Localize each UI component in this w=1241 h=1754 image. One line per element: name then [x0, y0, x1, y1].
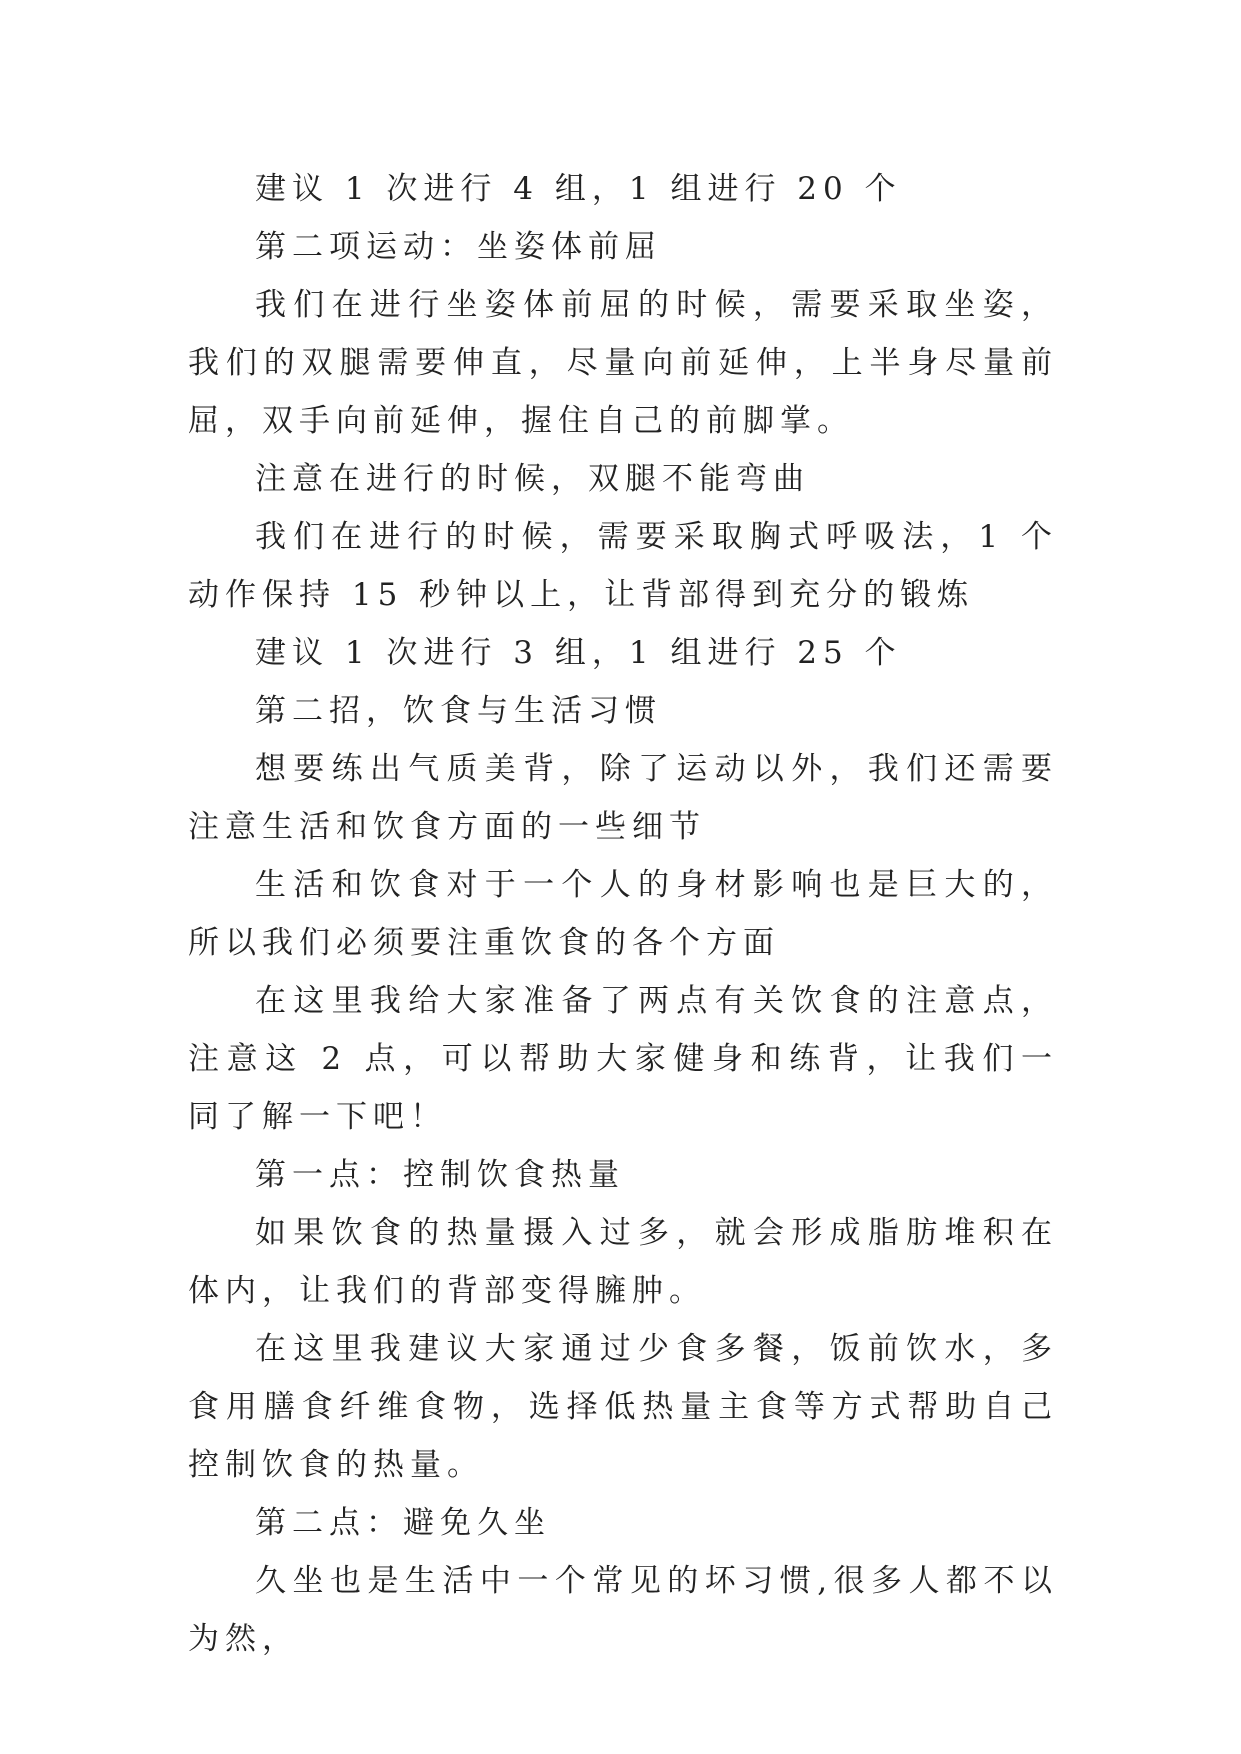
paragraph: 在这里我建议大家通过少食多餐，饭前饮水，多食用膳食纤维食物，选择低热量主食等方式帮助自己控制饮食的热量。: [188, 1331, 1058, 1483]
section-heading: 第一点：控制饮食热量: [255, 1157, 625, 1193]
paragraph: 久坐也是生活中一个常见的坏习惯,很多人都不以为然，: [188, 1563, 1058, 1657]
paragraph: 如果饮食的热量摄入过多，就会形成脂肪堆积在体内，让我们的背部变得臃肿。: [188, 1215, 1058, 1309]
paragraph: 想要练出气质美背，除了运动以外，我们还需要注意生活和饮食方面的一些细节: [188, 751, 1058, 845]
paragraph: 注意在进行的时候，双腿不能弯曲: [255, 461, 810, 497]
paragraph: 生活和饮食对于一个人的身材影响也是巨大的，所以我们必须要注重饮食的各个方面: [188, 867, 1058, 961]
paragraph: 建议 1 次进行 3 组，1 组进行 25 个: [255, 635, 902, 671]
paragraph: 在这里我给大家准备了两点有关饮食的注意点，注意这 2 点，可以帮助大家健身和练背，让我们一同了解一下吧！: [188, 983, 1058, 1135]
paragraph: 我们在进行坐姿体前屈的时候，需要采取坐姿，我们的双腿需要伸直，尽量向前延伸，上半身尽量前屈，双手向前延伸，握住自己的前脚掌。: [188, 287, 1058, 439]
section-heading: 第二点：避免久坐: [255, 1505, 551, 1541]
paragraph: 建议 1 次进行 4 组，1 组进行 20 个: [255, 171, 902, 207]
section-heading: 第二招，饮食与生活习惯: [255, 693, 662, 729]
section-heading: 第二项运动：坐姿体前屈: [255, 229, 662, 265]
paragraph: 我们在进行的时候，需要采取胸式呼吸法，1 个动作保持 15 秒钟以上，让背部得到充分的锻炼: [188, 519, 1058, 613]
document-body: [188, 160, 1058, 1668]
